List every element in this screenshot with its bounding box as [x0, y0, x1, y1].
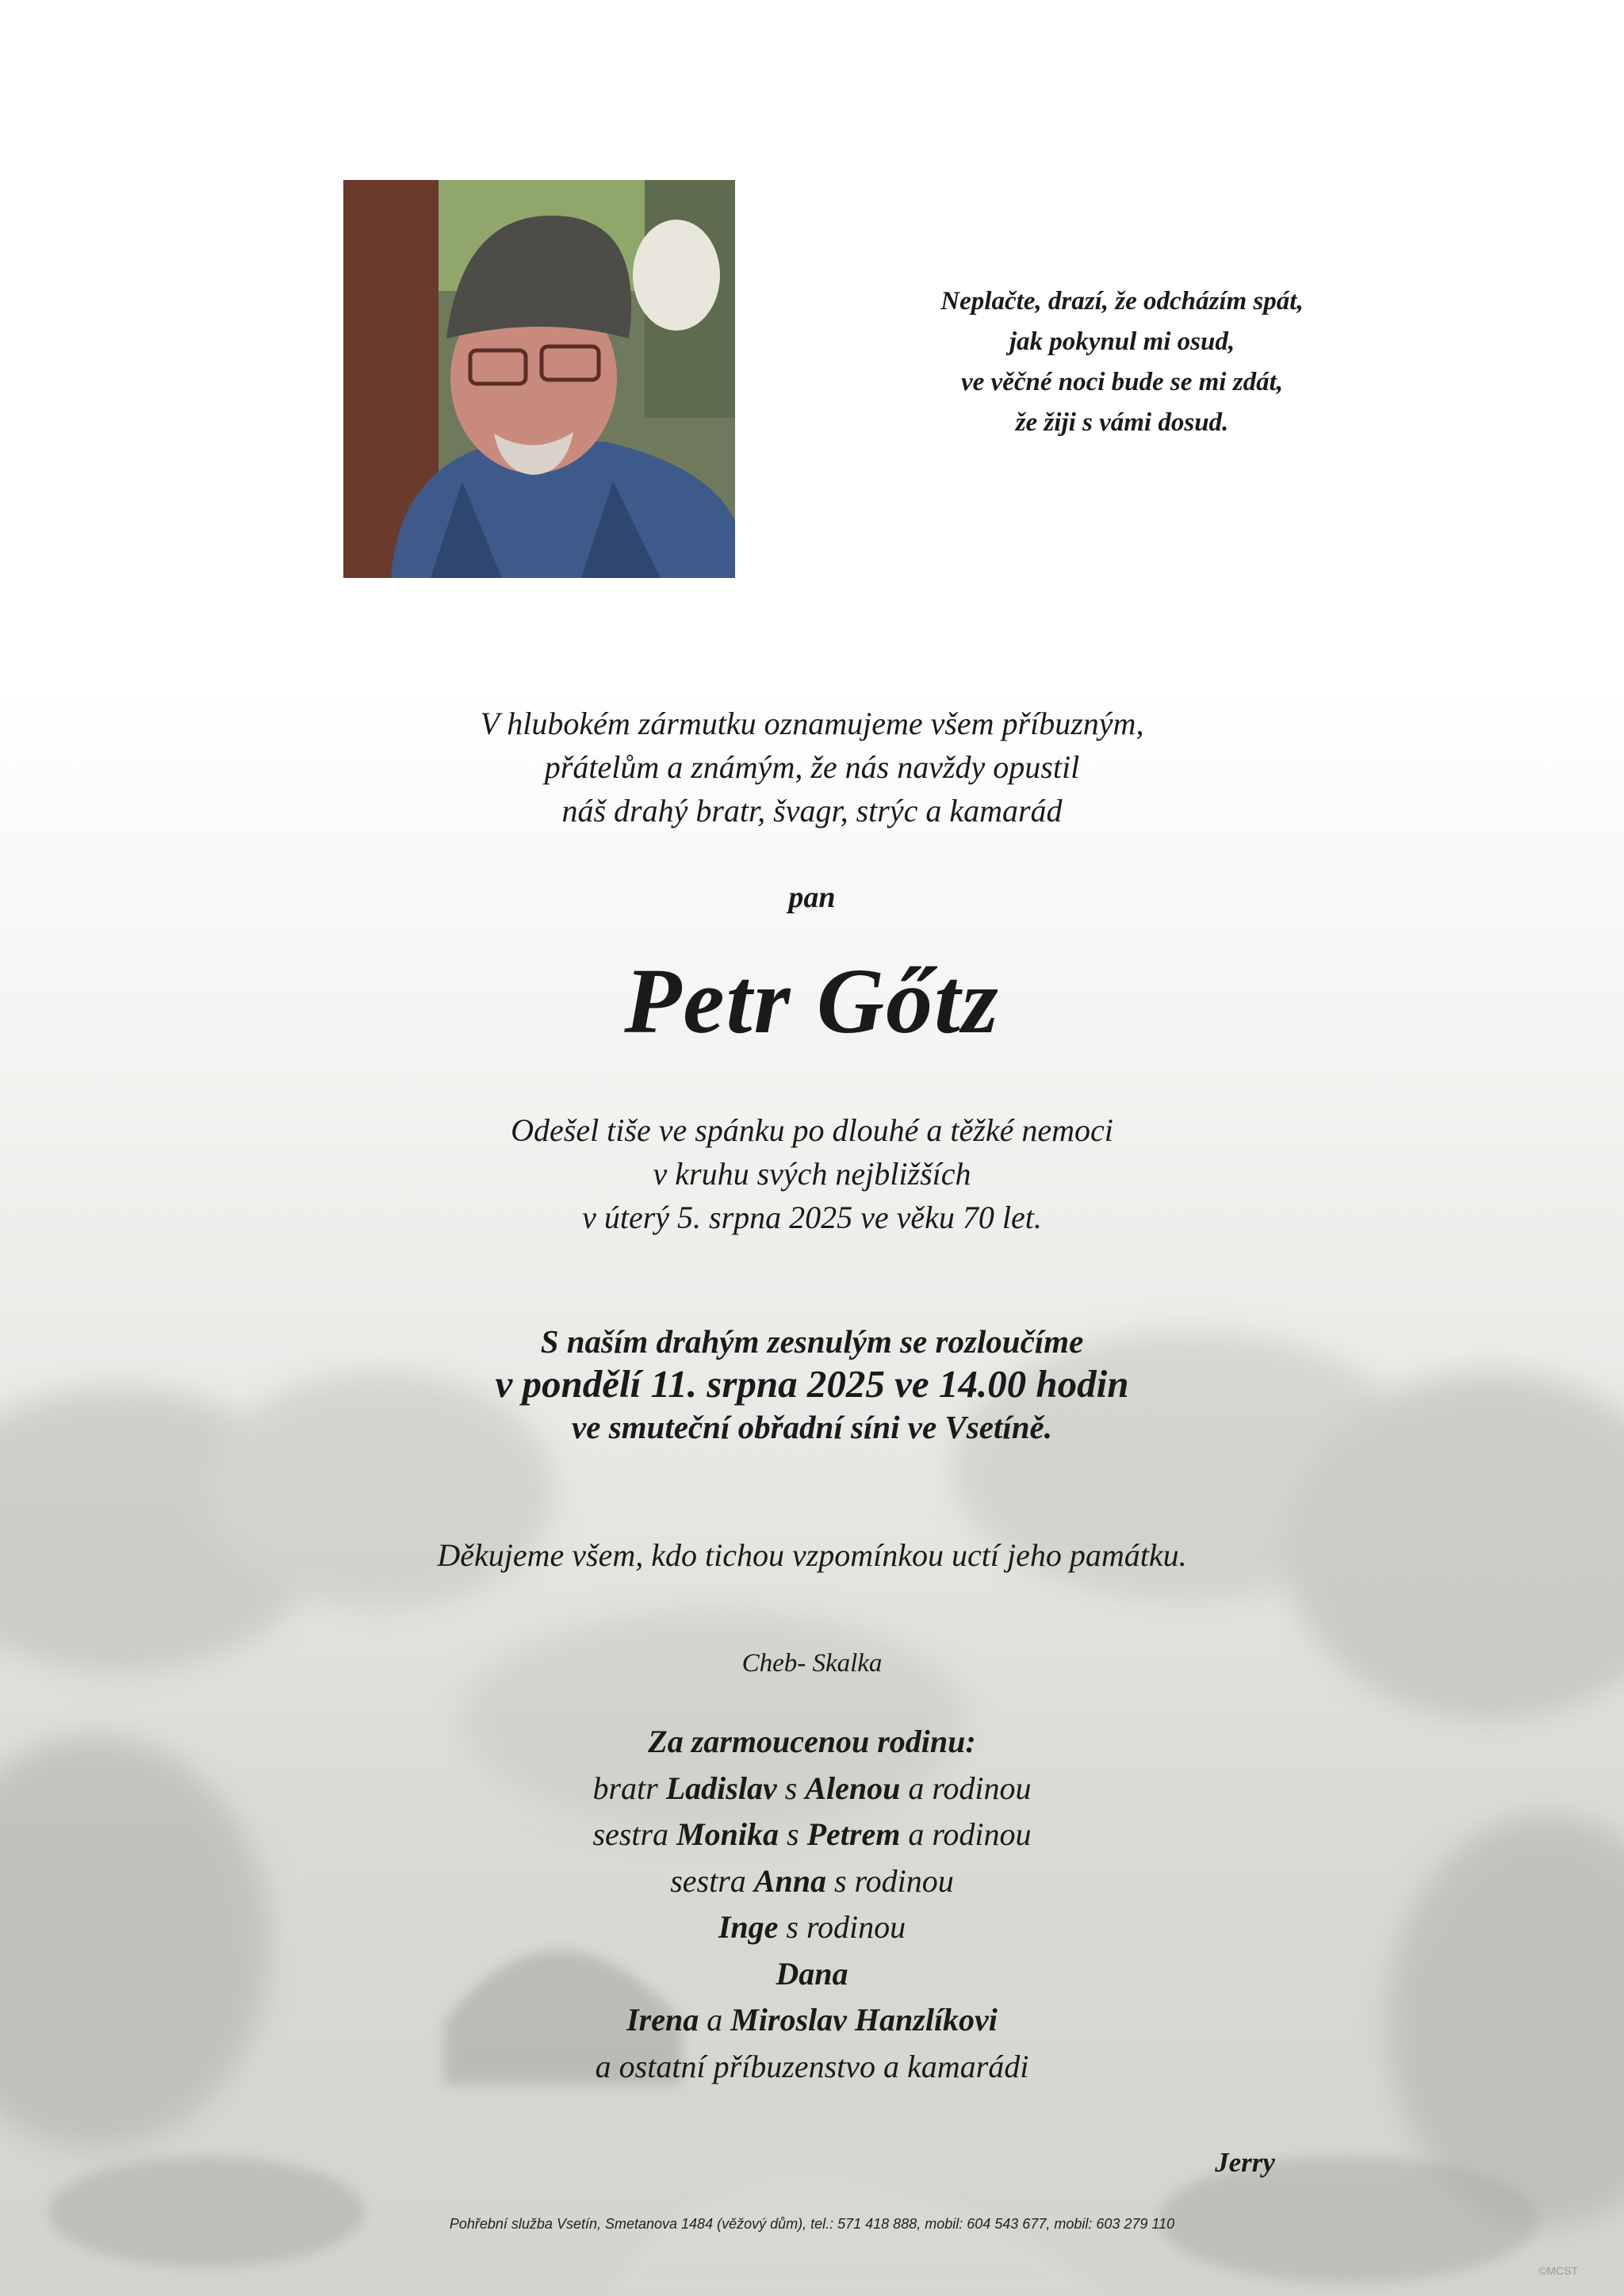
connector: s rodinou	[825, 1862, 954, 1899]
honorific: pan	[788, 881, 836, 914]
person-name: Miroslav Hanzlíkovi	[730, 2002, 998, 2038]
family-heading-text: Za zarmoucenou rodinu:	[648, 1724, 976, 1759]
family-row	[0, 1766, 1624, 1812]
thanks-line: Děkujeme všem, kdo tichou vzpomínkou uctí jeho památku.	[437, 1537, 1187, 1573]
family-row	[0, 1812, 1624, 1858]
verse-line: Neplačte, drazí, že odcházím spát,	[940, 287, 1304, 316]
connector: s	[779, 1816, 807, 1852]
connector: s	[776, 1770, 806, 1806]
verse-line: jak pokynul mi osud,	[1009, 327, 1235, 356]
portrait-photo	[343, 180, 735, 578]
person-name: Inge	[718, 1909, 779, 1945]
relation: sestra	[592, 1816, 677, 1852]
family-row	[0, 1904, 1624, 1951]
connector: a	[699, 2002, 731, 2038]
departure-line: v kruhu svých nejbližších	[653, 1156, 971, 1192]
person-name: Anna	[753, 1862, 826, 1899]
signature: Jerry	[1215, 2147, 1275, 2178]
intro-line: V hlubokém zármutku oznamujeme všem příbuzným,	[480, 706, 1144, 741]
memorial-verse	[793, 281, 1451, 443]
watermark: ©MCST	[1538, 2264, 1578, 2277]
family-row	[0, 1951, 1624, 1998]
person-name: Ladislav	[665, 1770, 777, 1806]
relation: sestra	[670, 1862, 754, 1899]
place-line: Cheb- Skalka	[741, 1649, 883, 1678]
funeral-ceremony-info	[0, 1320, 1624, 1448]
connector: s rodinou	[778, 1909, 906, 1945]
ceremony-date-time: v pondělí 11. srpna 2025 ve 14.00 hodin	[495, 1362, 1129, 1406]
relation: bratr	[592, 1770, 666, 1806]
family-row	[0, 1997, 1624, 2044]
deceased-name: Petr Gőtz	[624, 949, 1000, 1053]
funeral-service-footer: Pohřební služba Vsetín, Smetanova 1484 (věžový dům), tel.: 571 418 888, mobil: 604 543 677, mobil: 603 279 110	[449, 2216, 1175, 2232]
announcement-intro	[0, 702, 1624, 832]
connector: a rodinou	[900, 1770, 1032, 1806]
person-name: Dana	[776, 1955, 848, 1992]
ceremony-venue: ve smuteční obřadní síni ve Vsetíně.	[572, 1409, 1052, 1445]
verse-line: že žiji s vámi dosud.	[1015, 408, 1229, 437]
verse-line: ve věčné noci bude se mi zdát,	[961, 368, 1283, 396]
connector: a rodinou	[900, 1816, 1032, 1852]
intro-line: náš drahý bratr, švagr, strýc a kamarád	[561, 793, 1063, 828]
person-name: Petrem	[806, 1816, 901, 1852]
departure-details	[0, 1108, 1624, 1239]
person-name: Monika	[676, 1816, 779, 1852]
intro-line: přátelům a známým, že nás navždy opustil	[544, 749, 1080, 785]
mourning-family	[0, 1719, 1624, 2090]
family-heading	[0, 1719, 1624, 1766]
family-row: a ostatní příbuzenstvo a kamarádi	[595, 2048, 1029, 2084]
departure-line: Odešel tiše ve spánku po dlouhé a těžké nemoci	[511, 1112, 1113, 1148]
departure-line: v úterý 5. srpna 2025 ve věku 70 let.	[582, 1200, 1042, 1235]
ceremony-line: S naším drahým zesnulým se rozloučíme	[540, 1323, 1084, 1360]
family-row	[0, 1858, 1624, 1905]
person-name: Alenou	[805, 1770, 901, 1806]
person-name: Irena	[626, 2002, 699, 2038]
